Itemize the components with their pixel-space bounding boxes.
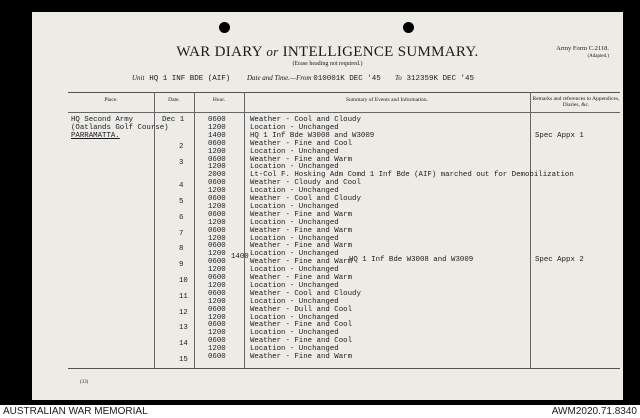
summary-cell: Location - Unchanged — [250, 250, 339, 259]
footer-code: (33) — [80, 380, 89, 385]
column-header-date: Date. — [168, 97, 180, 103]
summary-cell: Weather - Fine and Warm — [250, 210, 353, 219]
to-label: To — [394, 74, 402, 82]
credit-institution: AUSTRALIAN WAR MEMORIAL — [3, 406, 148, 417]
diary-table — [68, 92, 620, 369]
credit-accession-number: AWM2020.71.8340 — [551, 406, 637, 417]
hour-cell: 0600 — [208, 210, 226, 219]
summary-cell: Location - Unchanged — [250, 187, 339, 196]
hour-cell: 1200 — [208, 281, 226, 290]
date-cell: 10 — [179, 277, 188, 285]
date-cell: 3 — [179, 158, 184, 167]
hour-cell: 0600 — [208, 139, 226, 148]
hour-cell: 2000 — [208, 171, 226, 180]
hour-cell: 1400 — [208, 131, 226, 140]
summary-cell: Location - Unchanged — [250, 234, 339, 243]
unit-label: Unit — [132, 74, 145, 82]
page-subtitle: (Erase heading not required.) — [292, 61, 363, 67]
hour-cell: 0600 — [208, 258, 226, 267]
summary-cell: Location - Unchanged — [250, 266, 339, 275]
hour-cell: 0600 — [208, 155, 226, 164]
summary-cell: Weather - Cool and Cloudy — [250, 289, 361, 298]
extra-remark: Spec Appx 2 — [535, 256, 584, 264]
date-cell: 11 — [179, 292, 188, 301]
hour-cell: 0600 — [208, 321, 226, 330]
page-title — [32, 44, 623, 61]
summary-cell: Location - Unchanged — [250, 218, 339, 227]
war-diary-page — [32, 12, 623, 400]
hour-cell: 1200 — [208, 297, 226, 306]
hour-cell: 0600 — [208, 353, 226, 361]
extra-hour: 1400 — [231, 253, 249, 261]
date-cell: 9 — [179, 261, 184, 270]
date-cell: 7 — [179, 229, 184, 238]
summary-cell: Weather - Cool and Cloudy — [250, 116, 361, 124]
form-number — [556, 45, 609, 61]
summary-cell: Location - Unchanged — [250, 329, 339, 338]
summary-cell: Weather - Fine and Cool — [250, 337, 353, 346]
title-or: or — [266, 44, 279, 59]
date-cell: 8 — [179, 245, 184, 254]
summary-cell: Weather - Dull and Cool — [250, 305, 353, 314]
date-cell: 4 — [179, 182, 184, 191]
punch-hole — [403, 22, 414, 33]
column-divider — [154, 93, 155, 368]
title-war-diary: WAR DIARY — [176, 44, 263, 60]
hour-cell: 0600 — [208, 116, 226, 124]
place-entry: (Oatlands Golf Course) — [71, 124, 169, 132]
column-header-place: Place. — [104, 97, 118, 103]
date-cell: 12 — [179, 308, 188, 317]
hour-cell: 1200 — [208, 345, 226, 354]
summary-cell: Lt-Col F. Hosking Adm Comd 1 Inf Bde (AIF) marched out for Demobilization — [250, 171, 574, 180]
summary-cell: Weather - Fine and Warm — [250, 258, 353, 267]
hour-cell: 1200 — [208, 163, 226, 172]
date-from: 010001K DEC '45 — [313, 75, 381, 83]
punch-hole — [219, 22, 230, 33]
title-intelligence-summary: INTELLIGENCE SUMMARY. — [282, 44, 479, 60]
unit-date-line — [132, 74, 474, 83]
hour-cell: 0600 — [208, 179, 226, 188]
column-header-summary: Summary of Events and Information. — [345, 97, 429, 103]
hour-cell: 0600 — [208, 305, 226, 314]
table-header — [68, 93, 620, 113]
hour-cell: 1200 — [208, 234, 226, 243]
hour-cell: 0600 — [208, 226, 226, 235]
hour-cell: 1200 — [208, 147, 226, 156]
summary-cell: Location - Unchanged — [250, 281, 339, 290]
hour-cell: 0600 — [208, 242, 226, 251]
summary-cell: Location - Unchanged — [250, 313, 339, 322]
summary-cell: Location - Unchanged — [250, 202, 339, 211]
hour-cell: 1200 — [208, 329, 226, 338]
date-to: 312359K DEC '45 — [406, 75, 474, 83]
place-entry: PARRAMATTA. — [71, 132, 120, 140]
column-divider — [194, 93, 195, 368]
date-cell: 13 — [179, 324, 188, 333]
place-entry: HQ Second Army — [71, 116, 134, 124]
form-number-text: Army Form C.2118. — [556, 45, 609, 52]
hour-cell: 0600 — [208, 195, 226, 203]
summary-cell: Weather - Fine and Warm — [250, 274, 353, 282]
summary-cell: Weather - Fine and Warm — [250, 242, 353, 251]
summary-cell: Weather - Cloudy and Cool — [250, 179, 361, 188]
date-cell: 5 — [179, 198, 184, 206]
hour-cell: 0600 — [208, 337, 226, 346]
column-header-remarks: Remarks and references to Appendices, Diaries, &c. — [532, 96, 620, 108]
extra-summary: HQ 1 Inf Bde W3008 and W3009 — [349, 256, 474, 264]
unit-value: HQ 1 INF BDE (AIF) — [149, 75, 231, 83]
hour-cell: 0600 — [208, 289, 226, 298]
summary-cell: Location - Unchanged — [250, 147, 339, 156]
summary-cell: Weather - Cool and Cloudy — [250, 195, 361, 203]
summary-cell: Location - Unchanged — [250, 123, 339, 132]
summary-cell: Weather - Fine and Cool — [250, 139, 353, 148]
hour-cell: 1200 — [208, 187, 226, 196]
form-adapted-text: (Adapted.) — [587, 54, 609, 59]
date-cell: Dec 1 — [162, 116, 185, 124]
date-cell: 2 — [179, 142, 184, 151]
date-label: Date and Time.—From — [246, 74, 312, 82]
summary-cell: Location - Unchanged — [250, 297, 339, 306]
hour-cell: 1200 — [208, 202, 226, 211]
hour-cell: 1200 — [208, 313, 226, 322]
column-header-hour: Hour. — [212, 97, 226, 103]
summary-cell: Weather - Fine and Warm — [250, 353, 353, 361]
summary-cell: Location - Unchanged — [250, 345, 339, 354]
summary-cell: Weather - Fine and Warm — [250, 226, 353, 235]
remark-cell: Spec Appx 1 — [535, 131, 584, 140]
date-cell: 15 — [179, 356, 188, 364]
summary-cell: HQ 1 Inf Bde W3008 and W3009 — [250, 131, 375, 140]
summary-cell: Weather - Fine and Cool — [250, 321, 353, 330]
column-divider — [244, 93, 245, 368]
summary-cell: Weather - Fine and Warm — [250, 155, 353, 164]
date-cell: 14 — [179, 340, 188, 349]
hour-cell: 1200 — [208, 123, 226, 132]
hour-cell: 1200 — [208, 250, 226, 259]
hour-cell: 0600 — [208, 274, 226, 282]
hour-cell: 1200 — [208, 266, 226, 275]
column-divider — [530, 93, 531, 368]
summary-cell: Location - Unchanged — [250, 163, 339, 172]
date-cell: 6 — [179, 213, 184, 222]
hour-cell: 1200 — [208, 218, 226, 227]
